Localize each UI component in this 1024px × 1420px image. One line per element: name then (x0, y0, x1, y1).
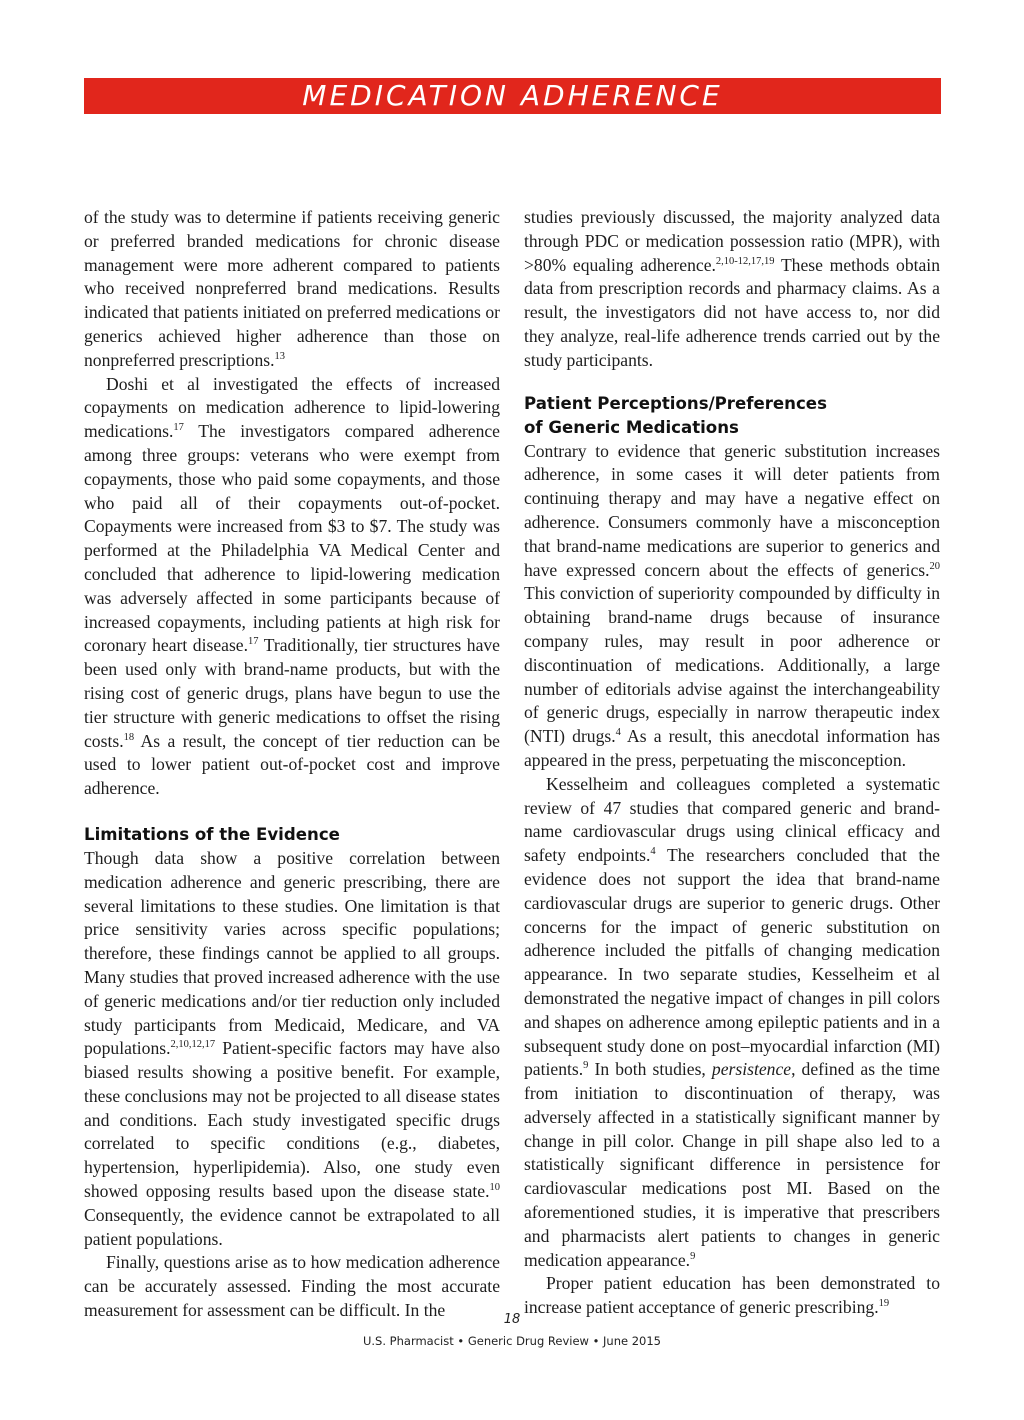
section-banner: MEDICATION ADHERENCE (84, 78, 941, 114)
paragraph (524, 440, 940, 773)
heading-line: of Generic Medications (524, 417, 739, 437)
paragraph (84, 206, 500, 373)
citation: 9 (583, 1060, 589, 1072)
section-heading (524, 392, 940, 440)
citation: 4 (615, 727, 621, 739)
heading-line: Patient Perceptions/Preferences (524, 393, 827, 413)
paragraph-text: Though data show a positive correlation between medication adherence and generic prescribing, there are several limitations to these studies. One limitation is that price sensitivity varies across specific populations; therefore, these findings cannot be applied to all groups. Many studies that proved increased adherence with the use of generic medications and/or tier reduction only included study participants from Medicaid, Medicare, and VA populations. (84, 847, 500, 1059)
paragraph-text: Traditionally, tier structures have been used only with brand-name products, but with the rising cost of generic drugs, plans have begun to use the tier structure with generic medications to offset the rising costs. (84, 635, 500, 751)
left-column (84, 206, 500, 1323)
paragraph-text: In both studies, (588, 1059, 712, 1080)
paragraph-text: Kesselheim and colleagues completed a systematic review of 47 studies that compared generic and brand-name cardiovascular drugs using clinical efficacy and safety endpoints. (524, 773, 940, 866)
paragraph-text: This conviction of superiority compounded by difficulty in obtaining brand-name drugs because of insurance company rules, may result in poor adherence or discontinuation of medications. Additionally, a large number of editorials advise against the interchangeability of generic drugs, especially in narrow therapeutic index (NTI) drugs. (524, 583, 940, 747)
publication-footer: U.S. Pharmacist • Generic Drug Review • June 2015 (362, 1334, 661, 1348)
paragraph-text: Patient-specific factors may have also biased results showing a positive benefit. For example, these conclusions may not be projected to all disease states and conditions. Each study investigated specific drugs correlated to specific conditions (e.g., diabetes, hypertension, hyperlipidemia). Also, one study even showed opposing results based upon the disease state. (84, 1038, 500, 1202)
citation: 13 (274, 350, 286, 362)
paragraph-text: Consequently, the evidence cannot be extrapolated to all patient populations. (84, 1204, 500, 1249)
citation: 9 (690, 1250, 696, 1262)
citation: 4 (650, 846, 656, 858)
paragraph-text: of the study was to determine if patients receiving generic or preferred branded medications for chronic disease management were more adherent compared to patients who received nonpreferred brand medications. Results indicated that patients initiated on preferred medications or generics achieved higher adherence than those on nonpreferred prescriptions. (84, 207, 500, 370)
paragraph-text: studies previously discussed, the majority analyzed data through PDC or medication possession ratio (MPR), with >80% equaling adherence. (524, 207, 940, 275)
paragraph-text: The investigators compared adherence among three groups: veterans who were exempt from copayments, those who paid some copayments, and those who paid all of their copayments out-of-pocket. Copayments were increased from $3 to $7. The study was performed at the Philadelphia VA Medical Center and concluded that adherence to lipid-lowering medication was adversely affected in some participants because of increased copayments, including patients at high risk for coronary heart disease. (84, 421, 500, 656)
paragraph-text: These methods obtain data from prescription records and pharmacy claims. As a result, the investigators did not have access to, nor did they analyze, real-life adherence trends carried out by the study participants. (524, 254, 940, 370)
page-number: 18 (503, 1312, 521, 1327)
citation: 2,10,12,17 (170, 1039, 216, 1051)
right-column (524, 206, 940, 1320)
citation: 20 (929, 560, 940, 572)
paragraph-text: The researchers concluded that the evidence does not support the idea that brand-name cardiovascular drugs are superior to generic drugs. Other concerns for the impact of generic substitution on adherence included the pitfalls of changing medication appearance. In two separate studies, Kesselheim et al demonstrated the negative impact of changes in pill colors and shapes on adherence among epileptic patients and in a subsequent study done on post–myocardial infarction (MI) patients. (524, 845, 940, 1080)
citation: 17 (173, 422, 184, 434)
paragraph (524, 773, 940, 1273)
emphasis: persistence (711, 1059, 792, 1080)
section-heading: Limitations of the Evidence (84, 824, 340, 844)
paragraph (84, 373, 500, 801)
citation: 10 (489, 1182, 500, 1194)
paragraph-text: As a result, this anecdotal information has appeared in the press, perpetuating the misconception. (524, 726, 940, 770)
paragraph-text: As a result, the concept of tier reduction can be used to lower patient out-of-pocket cost and improve adherence. (84, 730, 500, 799)
citation: 19 (878, 1298, 890, 1310)
paragraph-text: , defined as the time from initiation to discontinuation of therapy, was adversely affected in a statistically significant manner by change in pill color. Change in pill shape also led to a statistically significant difference in persistence for cardiovascular medications post MI. Based on the aforementioned studies, it is imperative that prescribers and pharmacists alert patients to changes in generic medication appearance. (524, 1059, 940, 1270)
paragraph-text: Contrary to evidence that generic substitution increases adherence, in some cases it will deter patients from continuing therapy and may have a negative effect on adherence. Consumers commonly have a misconception that brand-name medications are superior to generics and have expressed concern about the effects of generics. (524, 440, 940, 580)
paragraph-text: Proper patient education has been demonstrated to increase patient acceptance of generic prescribing. (524, 1273, 940, 1318)
citation: 18 (123, 731, 135, 743)
paragraph-text: Doshi et al investigated the effects of increased copayments on medication adherence to lipid-lowering medications. (84, 373, 500, 442)
paragraph: Finally, questions arise as to how medication adherence can be accurately assessed. Finding the most accurate measurement for assessment can be difficult. In the (84, 1252, 500, 1321)
paragraph (524, 206, 940, 373)
paragraph (84, 847, 500, 1252)
citation: 2,10-12,17,19 (715, 255, 775, 267)
citation: 17 (248, 636, 259, 648)
